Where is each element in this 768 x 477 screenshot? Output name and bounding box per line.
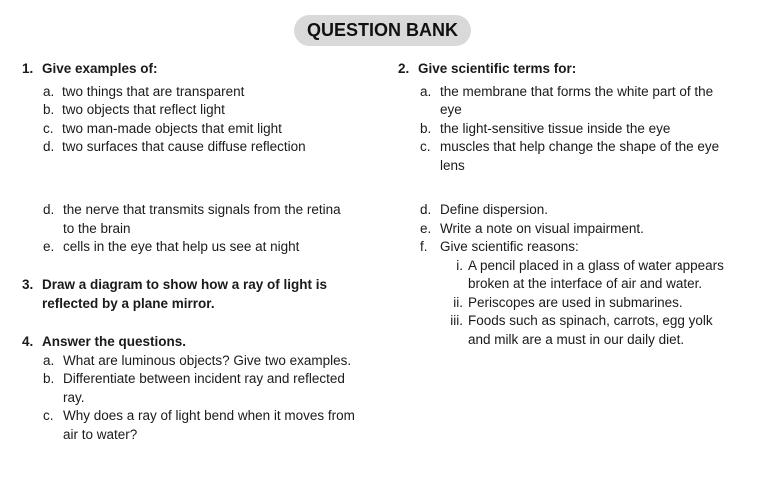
item-marker: iii. [450, 313, 463, 328]
item-text: cells in the eye that help us see at night [63, 239, 300, 254]
item-marker: i. [456, 257, 463, 273]
list-item [43, 370, 362, 407]
question-number: 2. [398, 61, 410, 76]
item-marker: d. [420, 202, 432, 217]
item-text: Give scientific reasons: [440, 239, 579, 254]
list-item [43, 138, 367, 157]
question-2-heading [398, 60, 728, 79]
item-text: the nerve that transmits signals from the retina to the brain [63, 202, 341, 236]
item-marker: d. [43, 202, 55, 217]
question-2 [398, 60, 728, 175]
item-text: What are luminous objects? Give two examples. [63, 352, 352, 368]
item-text: Differentiate between incident ray and reflected ray. [63, 371, 345, 405]
item-text: Define dispersion. [440, 202, 549, 217]
question-number: 4. [22, 334, 34, 349]
question-3 [22, 276, 362, 313]
question-text: Give examples of: [42, 61, 158, 76]
item-marker: c. [43, 408, 54, 423]
item-text: two things that are transparent [62, 83, 245, 99]
item-text: Periscopes are used in submarines. [468, 294, 683, 310]
list-item [440, 257, 730, 294]
item-text: A pencil placed in a glass of water appears broken at the interface of air and water. [468, 257, 724, 291]
item-text: two man-made objects that emit light [62, 120, 282, 136]
item-marker: ii. [453, 294, 463, 310]
page-title: QUESTION BANK [294, 15, 471, 46]
list-item [440, 294, 730, 313]
item-text: the light-sensitive tissue inside the eye [440, 120, 671, 136]
list-item [43, 352, 362, 371]
item-marker: f. [420, 239, 428, 254]
question-1-heading [22, 60, 367, 79]
list-item [420, 120, 728, 139]
item-text: two objects that reflect light [62, 102, 225, 117]
question-text: Give scientific terms for: [418, 61, 577, 76]
list-item [420, 238, 730, 257]
question-4-heading [22, 333, 362, 352]
list-item [420, 138, 728, 175]
list-item [420, 220, 730, 239]
question-4 [22, 333, 362, 444]
item-marker: a. [420, 83, 432, 99]
item-marker: e. [420, 220, 432, 236]
question-text: Answer the questions. [42, 334, 187, 349]
item-marker: b. [420, 120, 432, 136]
question-3-heading [22, 276, 362, 313]
item-marker: b. [43, 371, 55, 386]
list-item [440, 312, 730, 349]
item-marker: a. [43, 83, 55, 99]
question-4-continued [420, 201, 730, 349]
list-item [420, 83, 728, 120]
item-marker: b. [43, 102, 55, 117]
question-number: 1. [22, 61, 34, 76]
list-item [43, 238, 343, 257]
question-2-continued [43, 201, 343, 257]
item-text: muscles that help change the shape of the eye lens [440, 139, 720, 173]
item-marker: c. [43, 120, 54, 136]
item-text: the membrane that forms the white part of the eye [440, 83, 714, 117]
item-marker: d. [43, 139, 55, 154]
list-item [420, 201, 730, 220]
item-text: Why does a ray of light bend when it moves from air to water? [63, 408, 355, 442]
item-marker: a. [43, 352, 55, 368]
item-text: Foods such as spinach, carrots, egg yolk and milk are a must in our daily diet. [468, 313, 713, 347]
item-marker: e. [43, 239, 55, 254]
item-text: Write a note on visual impairment. [440, 220, 644, 236]
list-item [43, 101, 367, 120]
question-number: 3. [22, 277, 34, 292]
question-text: Draw a diagram to show how a ray of light is reflected by a plane mirror. [42, 277, 328, 311]
question-1 [22, 60, 367, 157]
item-marker: c. [420, 139, 431, 154]
list-item [43, 120, 367, 139]
list-item [43, 201, 343, 238]
list-item [43, 83, 367, 102]
list-item [43, 407, 362, 444]
item-text: two surfaces that cause diffuse reflection [62, 139, 306, 154]
